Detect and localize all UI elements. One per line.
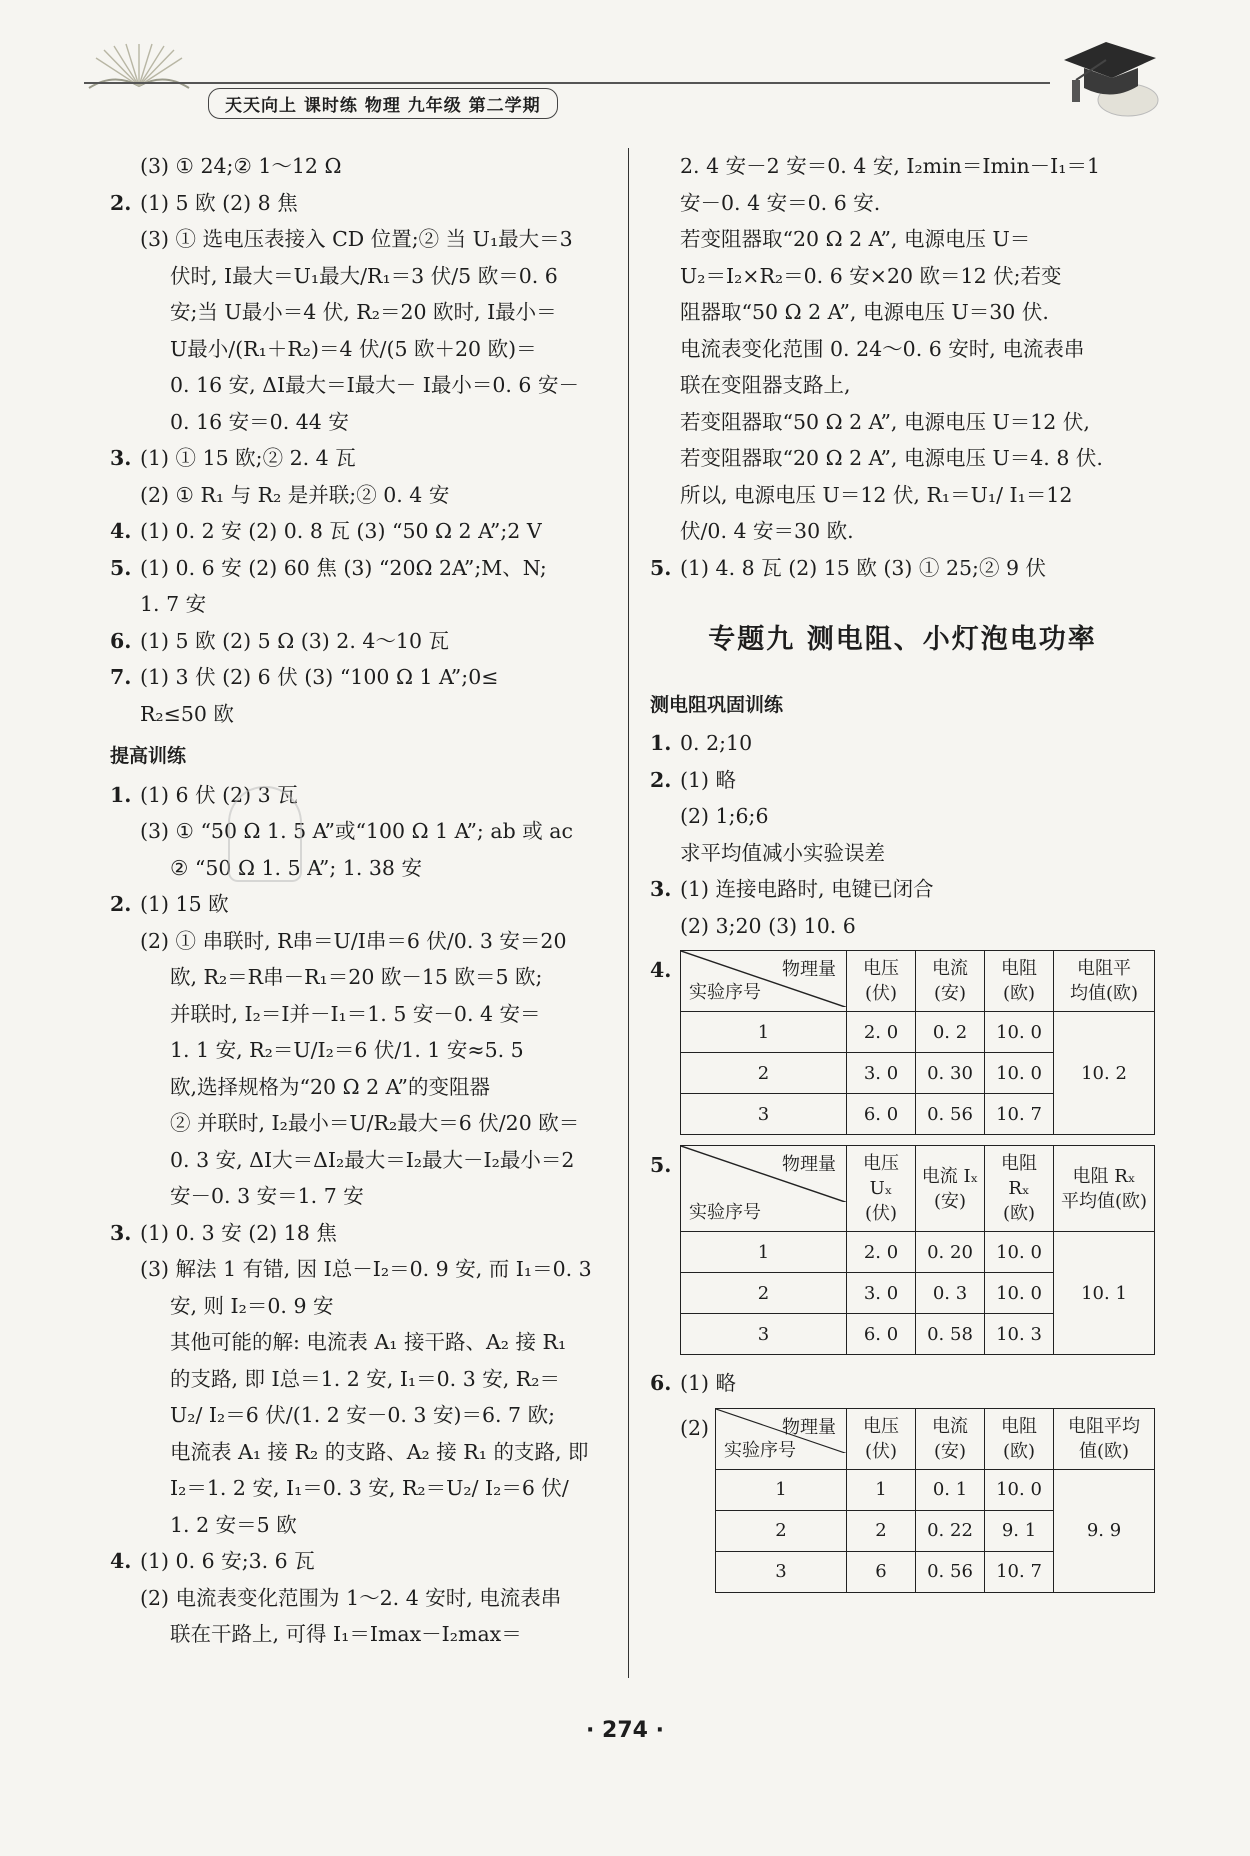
question-number: 4.: [110, 519, 132, 543]
question-number: 6.: [110, 628, 132, 653]
answer-line: (2) 3;20 (3) 10. 6: [680, 913, 856, 938]
question-number: 3.: [650, 877, 672, 901]
topic-title: 专题九 测电阻、小灯泡电功率: [708, 624, 1097, 655]
column-header: 电流 (安): [916, 951, 985, 1012]
left-column: [110, 148, 620, 1653]
trial-number-cell: 2: [681, 1273, 847, 1314]
data-table: [680, 950, 1155, 1135]
question-6: [110, 623, 620, 660]
answer-line: U₂＝I₂×R₂＝0. 6 安×20 欧＝12 伏;若变: [680, 263, 1062, 288]
trial-number-cell: 3: [716, 1551, 847, 1592]
question-number: 4.: [650, 958, 672, 982]
data-table: [715, 1408, 1155, 1593]
answer-line: 若变阻器取“50 Ω 2 A”, 电源电压 U＝12 伏,: [680, 409, 1090, 434]
row-axis-label: 实验序号: [689, 1202, 761, 1223]
table-row: [681, 1012, 1155, 1053]
measure-question-1: [650, 725, 1155, 762]
answer-line: 1. 2 安＝5 欧: [170, 1512, 297, 1537]
question-7: [110, 659, 620, 732]
trial-number-cell: 1: [716, 1469, 847, 1510]
answer-line: 伏/0. 4 安＝30 欧.: [680, 519, 854, 543]
column-header: 电阻 (欧): [985, 951, 1054, 1012]
answer-line: (3) ① 选电压表接入 CD 位置;② 当 U₁最大＝3: [140, 227, 573, 251]
table-cell: 3. 0: [847, 1273, 916, 1314]
measure-question-2: [650, 762, 1155, 872]
trial-number-cell: 1: [681, 1232, 847, 1273]
column-header: 电阻 Rₓ 平均值(欧): [1054, 1146, 1155, 1232]
average-value-cell: 10. 1: [1054, 1232, 1155, 1355]
answer-line: (1) 连接电路时, 电键已闭合: [680, 877, 934, 901]
trial-number-cell: 2: [716, 1510, 847, 1551]
sub-question-label: (2): [680, 1415, 710, 1440]
advanced-question-1: [110, 777, 620, 887]
answer-line: 伏时, I最大＝U₁最大/R₁＝3 伏/5 欧＝0. 6: [170, 263, 558, 288]
row-axis-label: 实验序号: [689, 982, 761, 1003]
question-number: 5.: [650, 555, 672, 580]
answer-line: (1) 0. 6 安;3. 6 瓦: [140, 1549, 315, 1573]
table-cell: 6. 0: [847, 1094, 916, 1135]
section-heading: 测电阻巩固训练: [650, 693, 784, 716]
question-4: [110, 513, 620, 550]
book-title: 天天向上 课时练 物理 九年级 第二学期: [208, 88, 558, 119]
column-header: 电阻平均 值(欧): [1054, 1408, 1155, 1469]
answer-line: 若变阻器取“20 Ω 2 A”, 电源电压 U＝: [680, 227, 1031, 251]
header-rule: [84, 82, 1050, 84]
answer-line: (3) 解法 1 有错, 因 I总－I₂＝0. 9 安, 而 I₁＝0. 3: [140, 1257, 592, 1281]
answer-line: 安－0. 4 安＝0. 6 安.: [680, 190, 881, 215]
answer-line: 欧,选择规格为“20 Ω 2 A”的变阻器: [170, 1074, 490, 1099]
measure-question-3: [650, 871, 1155, 944]
question-number: 6.: [650, 1371, 672, 1395]
question-5-table-block: [650, 1145, 1155, 1355]
table-cell: 3. 0: [847, 1053, 916, 1094]
diagonal-header-cell: [716, 1408, 847, 1469]
answer-line: (1) 3 伏 (2) 6 伏 (3) “100 Ω 1 A”;0≤: [140, 665, 499, 689]
answer-line: 安－0. 3 安＝1. 7 安: [170, 1184, 364, 1208]
table-cell: 0. 2: [916, 1012, 985, 1053]
question-number: 1.: [650, 731, 672, 755]
answer-line: (1) 5 欧 (2) 8 焦: [140, 190, 298, 215]
table-header-row: [681, 951, 1155, 1012]
column-header: 电阻 (欧): [985, 1408, 1054, 1469]
answer-line: (1) 0. 2 安 (2) 0. 8 瓦 (3) “50 Ω 2 A”;2 V: [140, 519, 542, 543]
table-cell: 10. 0: [985, 1273, 1054, 1314]
answer-line: (2) 电流表变化范围为 1～2. 4 安时, 电流表串: [140, 1585, 562, 1610]
answer-line: 1. 1 安, R₂＝U/I₂＝6 伏/1. 1 安≈5. 5: [170, 1038, 524, 1062]
table-cell: 10. 3: [985, 1314, 1054, 1355]
average-value-cell: 10. 2: [1054, 1012, 1155, 1135]
question-4-table-block: [650, 950, 1155, 1135]
graduation-cap-icon: [1056, 30, 1166, 125]
data-table: [680, 1145, 1155, 1355]
diagonal-header-cell: [681, 1146, 847, 1232]
question-6-table-block: [650, 1408, 1155, 1593]
question-number: 2.: [650, 767, 672, 792]
answer-line: (1) 5 欧 (2) 5 Ω (3) 2. 4～10 瓦: [140, 628, 450, 653]
trial-number-cell: 1: [681, 1012, 847, 1053]
table-cell: 0. 58: [916, 1314, 985, 1355]
table-cell: 10. 0: [985, 1012, 1054, 1053]
table-header-row: [681, 1146, 1155, 1232]
answer-line: (1) 6 伏 (2) 3 瓦: [140, 782, 298, 807]
section-heading: 提高训练: [110, 745, 187, 767]
measure-question-6: [650, 1365, 1155, 1402]
table-cell: 0. 56: [916, 1094, 985, 1135]
answer-line: 电流表变化范围 0. 24～0. 6 安时, 电流表串: [680, 336, 1085, 361]
table-cell: 6. 0: [847, 1314, 916, 1355]
answer-line: 所以, 电源电压 U＝12 伏, R₁＝U₁/ I₁＝12: [680, 482, 1073, 507]
table-header-row: [716, 1408, 1155, 1469]
table-cell: 10. 7: [985, 1094, 1054, 1135]
answer-line: (1) ① 15 欧;② 2. 4 瓦: [140, 446, 356, 470]
answer-line: 0. 3 安, ΔI大＝ΔI₂最大＝I₂最大－I₂最小＝2: [170, 1147, 575, 1172]
trial-number-cell: 3: [681, 1094, 847, 1135]
column-header: 电阻 Rₓ (欧): [985, 1146, 1054, 1232]
column-header: 电流 Iₓ (安): [916, 1146, 985, 1232]
question-number: 4.: [110, 1549, 132, 1573]
table-cell: 2. 0: [847, 1232, 916, 1273]
answer-line: 1. 7 安: [140, 592, 207, 616]
question-3: [110, 440, 620, 513]
page-number: · 274 ·: [586, 1718, 664, 1743]
table-cell: 10. 0: [985, 1232, 1054, 1273]
answer-line: (3) ① 24;② 1～12 Ω: [140, 154, 342, 178]
question-number: 2.: [110, 190, 132, 215]
table-cell: 0. 1: [916, 1469, 985, 1510]
advanced-question-3: [110, 1215, 620, 1544]
answer-line: (1) 4. 8 瓦 (2) 15 欧 (3) ① 25;② 9 伏: [680, 555, 1047, 580]
column-divider: [628, 148, 629, 1678]
table-cell: 0. 3: [916, 1273, 985, 1314]
answer-line: (1) 0. 3 安 (2) 18 焦: [140, 1220, 337, 1245]
answer-line: (1) 略: [680, 767, 737, 792]
table-cell: 10. 7: [985, 1551, 1054, 1592]
question-number: 3.: [110, 1220, 132, 1245]
answer-line: 0. 2;10: [680, 731, 753, 755]
table-cell: 6: [847, 1551, 916, 1592]
column-header: 电阻平 均值(欧): [1054, 951, 1155, 1012]
advanced-question-2: [110, 886, 620, 1215]
answer-line: 阻器取“50 Ω 2 A”, 电源电压 U＝30 伏.: [680, 300, 1049, 324]
column-header: 电压 (伏): [847, 951, 916, 1012]
table-cell: 2: [847, 1510, 916, 1551]
answer-line: 求平均值减小实验误差: [680, 840, 885, 865]
answer-line: (2) 1;6;6: [680, 804, 769, 828]
answer-line: 0. 16 安, ΔI最大＝I最大－ I最小＝0. 6 安－: [170, 373, 579, 397]
answer-line: 并联时, I₂＝I并－I₁＝1. 5 安－0. 4 安＝: [170, 1001, 541, 1026]
table-row: [716, 1469, 1155, 1510]
table-row: [681, 1232, 1155, 1273]
question-number: 5.: [110, 555, 132, 580]
answer-line: (1) 略: [680, 1371, 737, 1395]
open-book-icon: [84, 42, 194, 94]
question-number: 5.: [650, 1153, 672, 1177]
column-header: 电流 (安): [916, 1408, 985, 1469]
column-header: 电压 (伏): [847, 1408, 916, 1469]
question-number: 2.: [110, 892, 132, 916]
answer-line: ② “50 Ω 1. 5 A”; 1. 38 安: [170, 855, 422, 880]
answer-line: 安, 则 I₂＝0. 9 安: [170, 1293, 334, 1318]
column-axis-label: 物理量: [782, 959, 836, 980]
answer-line: 联在干路上, 可得 I₁＝Imax－I₂max＝: [170, 1622, 522, 1646]
column-axis-label: 物理量: [782, 1416, 836, 1438]
answer-line: 若变阻器取“20 Ω 2 A”, 电源电压 U＝4. 8 伏.: [680, 446, 1103, 470]
right-column: [650, 148, 1155, 1603]
table-cell: 2. 0: [847, 1012, 916, 1053]
answer-line: 安;当 U最小＝4 伏, R₂＝20 欧时, I最小＝: [170, 300, 557, 324]
table-cell: 0. 30: [916, 1053, 985, 1094]
answer-line: (2) ① R₁ 与 R₂ 是并联;② 0. 4 安: [140, 482, 450, 507]
diagonal-header-cell: [681, 951, 847, 1012]
table-cell: 1: [847, 1469, 916, 1510]
table-cell: 10. 0: [985, 1469, 1054, 1510]
trial-number-cell: 2: [681, 1053, 847, 1094]
table-cell: 0. 56: [916, 1551, 985, 1592]
answer-line: ② 并联时, I₂最小＝U/R₂最大＝6 伏/20 欧＝: [170, 1111, 580, 1135]
answer-line: 其他可能的解: 电流表 A₁ 接干路、A₂ 接 R₁: [170, 1330, 567, 1354]
answer-line: 电流表 A₁ 接 R₂ 的支路、A₂ 接 R₁ 的支路, 即: [170, 1439, 589, 1464]
column-axis-label: 物理量: [782, 1154, 836, 1175]
answer-line: I₂＝1. 2 安, I₁＝0. 3 安, R₂＝U₂/ I₂＝6 伏/: [170, 1476, 569, 1500]
answer-line: (1) 0. 6 安 (2) 60 焦 (3) “20Ω 2A”;M、N;: [140, 555, 547, 580]
question-number: 1.: [110, 782, 132, 807]
table-cell: 9. 1: [985, 1510, 1054, 1551]
answer-line: (1) 15 欧: [140, 892, 229, 916]
question-5-right: [650, 550, 1155, 587]
answer-line: R₂≤50 欧: [140, 701, 234, 726]
column-header: 电压 Uₓ (伏): [847, 1146, 916, 1232]
answer-line: 欧, R₂＝R串－R₁＝20 欧－15 欧＝5 欧;: [170, 965, 543, 989]
table-cell: 10. 0: [985, 1053, 1054, 1094]
row-axis-label: 实验序号: [724, 1439, 797, 1461]
trial-number-cell: 3: [681, 1314, 847, 1355]
answer-line: 联在变阻器支路上,: [680, 373, 851, 397]
table-cell: 0. 20: [916, 1232, 985, 1273]
answer-line: U最小/(R₁＋R₂)＝4 伏/(5 欧＋20 欧)＝: [170, 336, 537, 361]
answer-line: (2) ① 串联时, R串＝U/I串＝6 伏/0. 3 安＝20: [140, 928, 567, 953]
homework-stamp: [228, 786, 302, 882]
question-number: 7.: [110, 665, 132, 689]
table-cell: 0. 22: [916, 1510, 985, 1551]
answer-line: 0. 16 安＝0. 44 安: [170, 409, 349, 434]
answer-line: U₂/ I₂＝6 伏/(1. 2 安－0. 3 安)＝6. 7 欧;: [170, 1403, 556, 1427]
question-5: [110, 550, 620, 623]
average-value-cell: 9. 9: [1054, 1469, 1155, 1592]
question-number: 3.: [110, 446, 132, 470]
answer-line: 2. 4 安－2 安＝0. 4 安, I₂min＝Imin－I₁＝1: [680, 154, 1101, 178]
answer-line: (3) ① “50 Ω 1. 5 A”或“100 Ω 1 A”; ab 或 ac: [140, 819, 573, 843]
answer-line: 的支路, 即 I总＝1. 2 安, I₁＝0. 3 安, R₂＝: [170, 1366, 560, 1391]
question-2: [110, 185, 620, 441]
advanced-question-4: [110, 1543, 620, 1653]
